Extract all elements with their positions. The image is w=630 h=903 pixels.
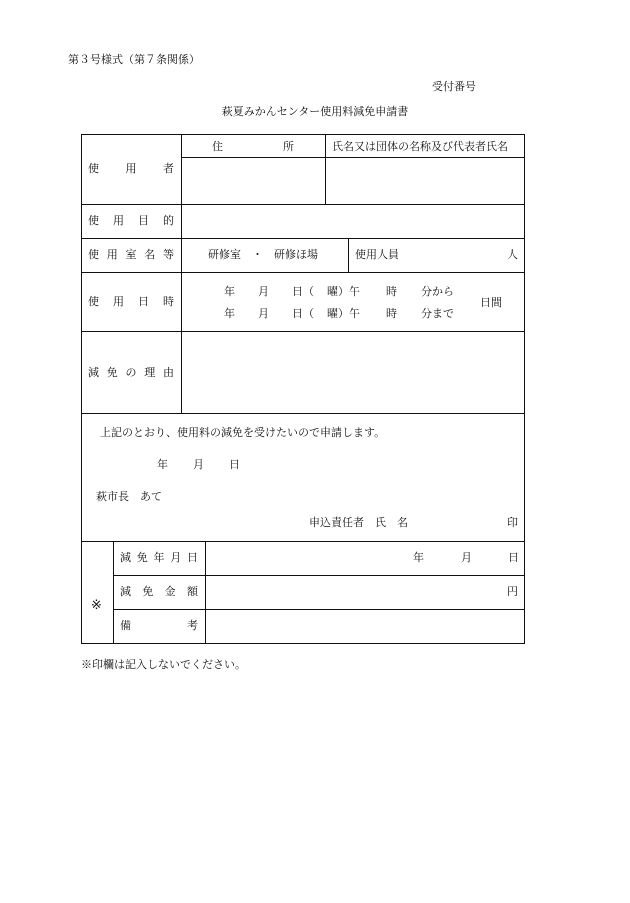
datetime-days: 日間 [480, 296, 502, 309]
purpose-label: 使 用 目 的 [88, 214, 174, 227]
footer-note: ※印欄は記入しないでください。 [81, 658, 246, 671]
name-field[interactable] [326, 158, 524, 204]
name-header: 氏名又は団体の名称及び代表者氏名 [332, 140, 508, 153]
user-label: 使 用 者 [88, 162, 174, 175]
addressee: 萩市長 あて [96, 490, 162, 503]
office-use-mark: ※ [91, 598, 102, 613]
purpose-field[interactable] [182, 205, 524, 238]
form-title: 萩夏みかんセンター使用料減免申請書 [221, 105, 409, 118]
seal-mark: 印 [507, 516, 518, 529]
exemption-amount-field[interactable] [206, 576, 502, 609]
exemption-amount-label: 減 免 金 額 [120, 585, 198, 598]
applicant-label: 申込責任者 氏 名 [309, 516, 408, 529]
exemption-amount-unit: 円 [507, 585, 518, 598]
form-number: 第３号様式（第７条関係） [68, 53, 200, 66]
people-count-field[interactable] [405, 239, 503, 272]
receipt-number-label: 受付番号 [432, 80, 476, 93]
applicant-name-field[interactable] [420, 512, 500, 534]
exemption-date-label: 減 免 年 月 日 [120, 551, 198, 564]
address-field[interactable] [182, 158, 325, 204]
remarks-label: 備 考 [120, 619, 198, 632]
reason-field[interactable] [182, 332, 524, 413]
room-options[interactable]: 研修室 ・ 研修ほ場 [208, 248, 318, 261]
datetime-label: 使 用 日 時 [88, 295, 174, 308]
people-unit: 人 [507, 248, 518, 261]
address-header: 住 所 [212, 140, 294, 153]
room-label: 使 用 室 名 等 [88, 248, 174, 261]
declaration-statement: 上記のとおり、使用料の減免を受けたいので申請します。 [100, 426, 386, 439]
remarks-field[interactable] [206, 610, 524, 643]
reason-label: 減 免 の 理 由 [88, 366, 174, 379]
people-label: 使用人員 [355, 248, 399, 261]
